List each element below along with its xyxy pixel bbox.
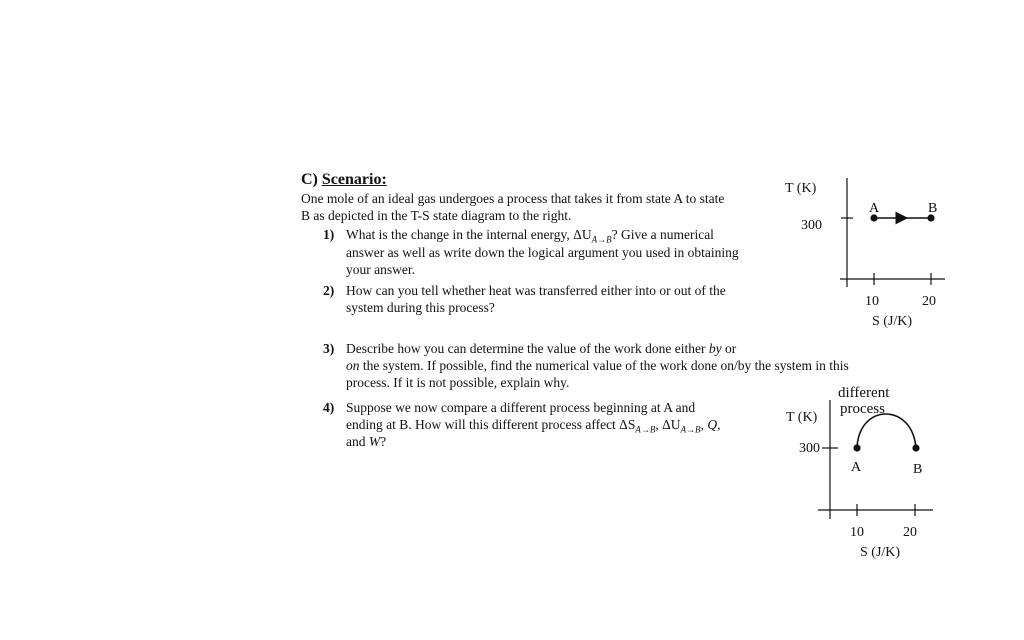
diagram2-annotation-line-2: process [840, 401, 885, 417]
question-4-number: 4) [323, 400, 335, 415]
ts-diagram-2 [786, 385, 933, 560]
diagram1-x-tick-label-20: 20 [922, 294, 936, 309]
diagram2-y-tick-label: 300 [799, 441, 820, 456]
question-4-line-3: and W? [346, 434, 387, 449]
diagram1-x-label: S (J/K) [872, 314, 913, 329]
diagram2-x-label: S (J/K) [860, 545, 901, 560]
ts-diagram-1 [785, 178, 945, 329]
diagram2-x-tick-label-20: 20 [903, 525, 917, 540]
question-3-line-3: process. If it is not possible, explain why. [346, 375, 570, 390]
diagram2-process-arc [857, 414, 916, 448]
intro-line-2: B as depicted in the T-S state diagram to the right. [301, 208, 572, 223]
diagram2-label-a: A [851, 460, 862, 475]
diagram2-point-a [853, 444, 860, 451]
question-2-number: 2) [323, 283, 335, 298]
diagram2-point-b [912, 444, 919, 451]
scenario-title: Scenario: [321, 171, 387, 188]
diagram1-label-b: B [928, 201, 938, 216]
diagram2-y-label: T (K) [786, 410, 818, 425]
question-3-line-2: on the system. If possible, find the numerical value of the work done on/by the system in this [346, 358, 849, 373]
diagram1-label-a: A [869, 201, 880, 216]
scenario-label: C) [301, 171, 318, 188]
diagram2-label-b: B [913, 462, 923, 477]
question-1-subscript: A→B [591, 234, 612, 245]
diagram2-x-tick-label-10: 10 [850, 525, 864, 540]
question-1-number: 1) [323, 227, 335, 242]
intro-line-1: One mole of an ideal gas undergoes a process that takes it from state A to state [301, 191, 725, 206]
question-3-line-1: Describe how you can determine the value of the work done either by or [346, 341, 737, 356]
question-2-line-1: How can you tell whether heat was transferred either into or out of the [346, 283, 726, 298]
question-1-line-1: What is the change in the internal energy, $\Delta U_{A\to B}$? Give a numerical [346, 227, 714, 245]
question-4-line-1: Suppose we now compare a different process beginning at A and [346, 400, 696, 415]
diagram1-y-label: T (K) [785, 181, 817, 196]
diagram1-x-tick-label-10: 10 [865, 294, 879, 309]
question-1-line-2: answer as well as write down the logical argument you used in obtaining [346, 245, 739, 260]
question-1-line-3: your answer. [346, 262, 415, 277]
question-4-line-2: ending at B. How will this different process affect $\Delta S_{A\to B}$, $\Delta U_{A\to B}$, Q, [346, 417, 721, 435]
diagram2-annotation-line-1: different [838, 385, 890, 401]
question-2-line-2: system during this process? [346, 300, 495, 315]
question-3-number: 3) [323, 341, 335, 356]
diagram1-y-tick-label: 300 [801, 218, 822, 233]
